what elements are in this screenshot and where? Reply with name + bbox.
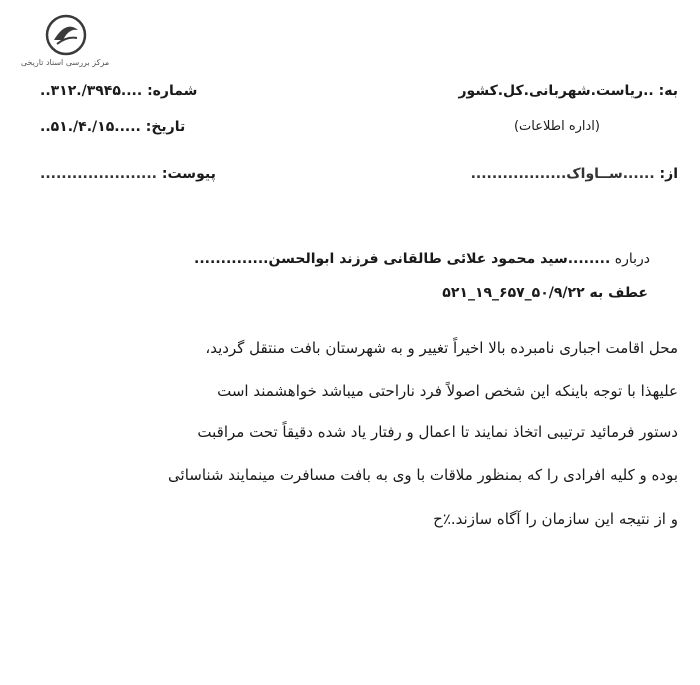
body-line: و از نتیجه این سازمان را آگاه سازند.٪ح — [433, 510, 678, 528]
sender-value: ......ســاواک.................. — [470, 166, 655, 182]
attachment-label: پیوست: — [161, 166, 216, 182]
body-line: دستور فرمائید ترتیبی اتخاذ نمایند تا اعمال و رفتار یاد شده دقیقاً تحت مراقبت — [197, 423, 678, 441]
body-line: علیهذا با توجه باینکه این شخص اصولاً فرد ناراحتی میباشد خواهشمند است — [217, 382, 678, 400]
recipient-value: ..ریاست.شهربانی.کل.کشور — [458, 83, 654, 99]
sender-line — [471, 166, 678, 182]
date-label: تاریخ: — [145, 119, 186, 135]
archive-seal-icon — [45, 14, 87, 56]
subject-line — [194, 251, 650, 267]
body-line: محل اقامت اجباری نامبرده بالا اخیراً تغییر و به شهرستان بافت منتقل گردید، — [205, 339, 678, 357]
sender-label: از: — [659, 166, 678, 182]
recipient-label: به: — [658, 83, 678, 99]
subject-value: ........سید محمود علائی طالقانی فرزند ابوالحسن.............. — [194, 251, 611, 267]
date-value: .....۱۵/.۴/.۵۱.. — [40, 119, 141, 135]
archive-logo — [20, 14, 110, 76]
recipient-line — [458, 83, 678, 99]
reference-label: عطف به — [589, 285, 648, 301]
body-line: بوده و کلیه افرادی را که بمنظور ملاقات با وی به بافت مسافرت مینمایند شناسائی — [168, 466, 678, 484]
number-value: ....۳۹۴۵/.۳۱۲.. — [40, 83, 143, 99]
attachment-value: ...................... — [40, 166, 158, 182]
number-label: شماره: — [147, 83, 198, 99]
subject-label: درباره — [614, 251, 650, 267]
department-line: (اداره اطلاعات) — [513, 119, 600, 134]
reference-value: ۵۰/۹/۲۲_۶۵۷_۱۹_۵۲۱ — [442, 285, 585, 301]
logo-caption: مرکز بررسی اسناد تاریخی — [20, 58, 110, 67]
date-line — [40, 119, 185, 135]
attachment-line — [40, 166, 216, 182]
reference-line — [442, 285, 648, 301]
number-line — [40, 83, 197, 99]
